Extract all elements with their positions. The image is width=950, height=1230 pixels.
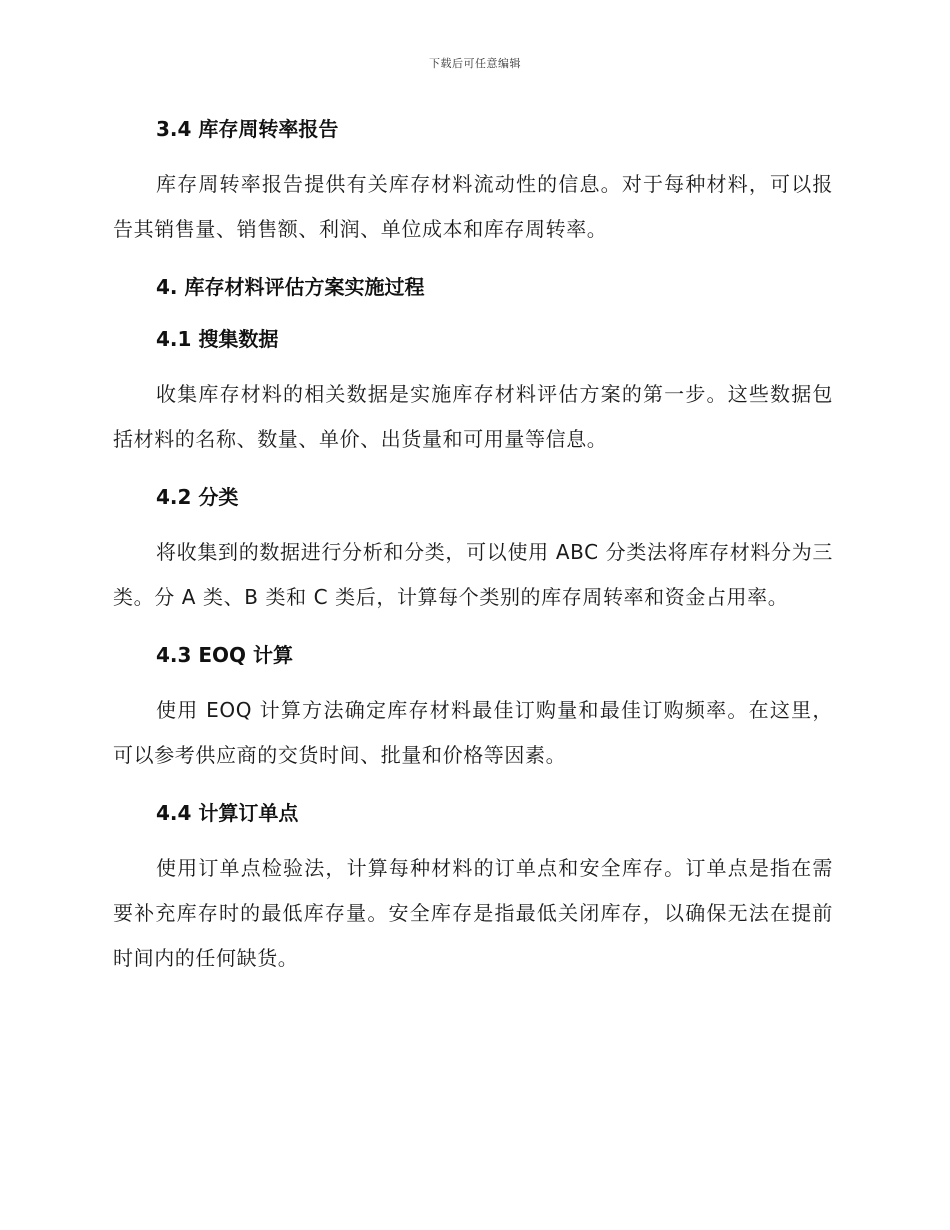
- header-note: 下载后可任意编辑: [429, 57, 521, 70]
- section-heading-4-3: 4.3 EOQ 计算: [156, 643, 294, 667]
- section-heading-3-4: 3.4 库存周转率报告: [156, 117, 339, 141]
- section-paragraph-4-2: 将收集到的数据进行分析和分类，可以使用 ABC 分类法将库存材料分为三类。分 A 类、B 类和 C 类后，计算每个类别的库存周转率和资金占用率。: [113, 540, 833, 609]
- section-heading-4: 4. 库存材料评估方案实施过程: [156, 275, 425, 299]
- section-heading-4-2: 4.2 分类: [156, 485, 239, 509]
- section-heading-4-4: 4.4 计算订单点: [156, 801, 299, 825]
- section-paragraph-4-3: 使用 EOQ 计算方法确定库存材料最佳订购量和最佳订购频率。在这里，可以参考供应商的交货时间、批量和价格等因素。: [113, 698, 833, 767]
- section-paragraph-4-1: 收集库存材料的相关数据是实施库存材料评估方案的第一步。这些数据包括材料的名称、数量、单价、出货量和可用量等信息。: [113, 382, 833, 451]
- document-body: [113, 110, 833, 981]
- section-paragraph-3-4: 库存周转率报告提供有关库存材料流动性的信息。对于每种材料，可以报告其销售量、销售额、利润、单位成本和库存周转率。: [113, 172, 833, 241]
- section-heading-4-1: 4.1 搜集数据: [156, 327, 279, 351]
- section-paragraph-4-4: 使用订单点检验法，计算每种材料的订单点和安全库存。订单点是指在需要补充库存时的最低库存量。安全库存是指最低关闭库存，以确保无法在提前时间内的任何缺货。: [113, 856, 833, 970]
